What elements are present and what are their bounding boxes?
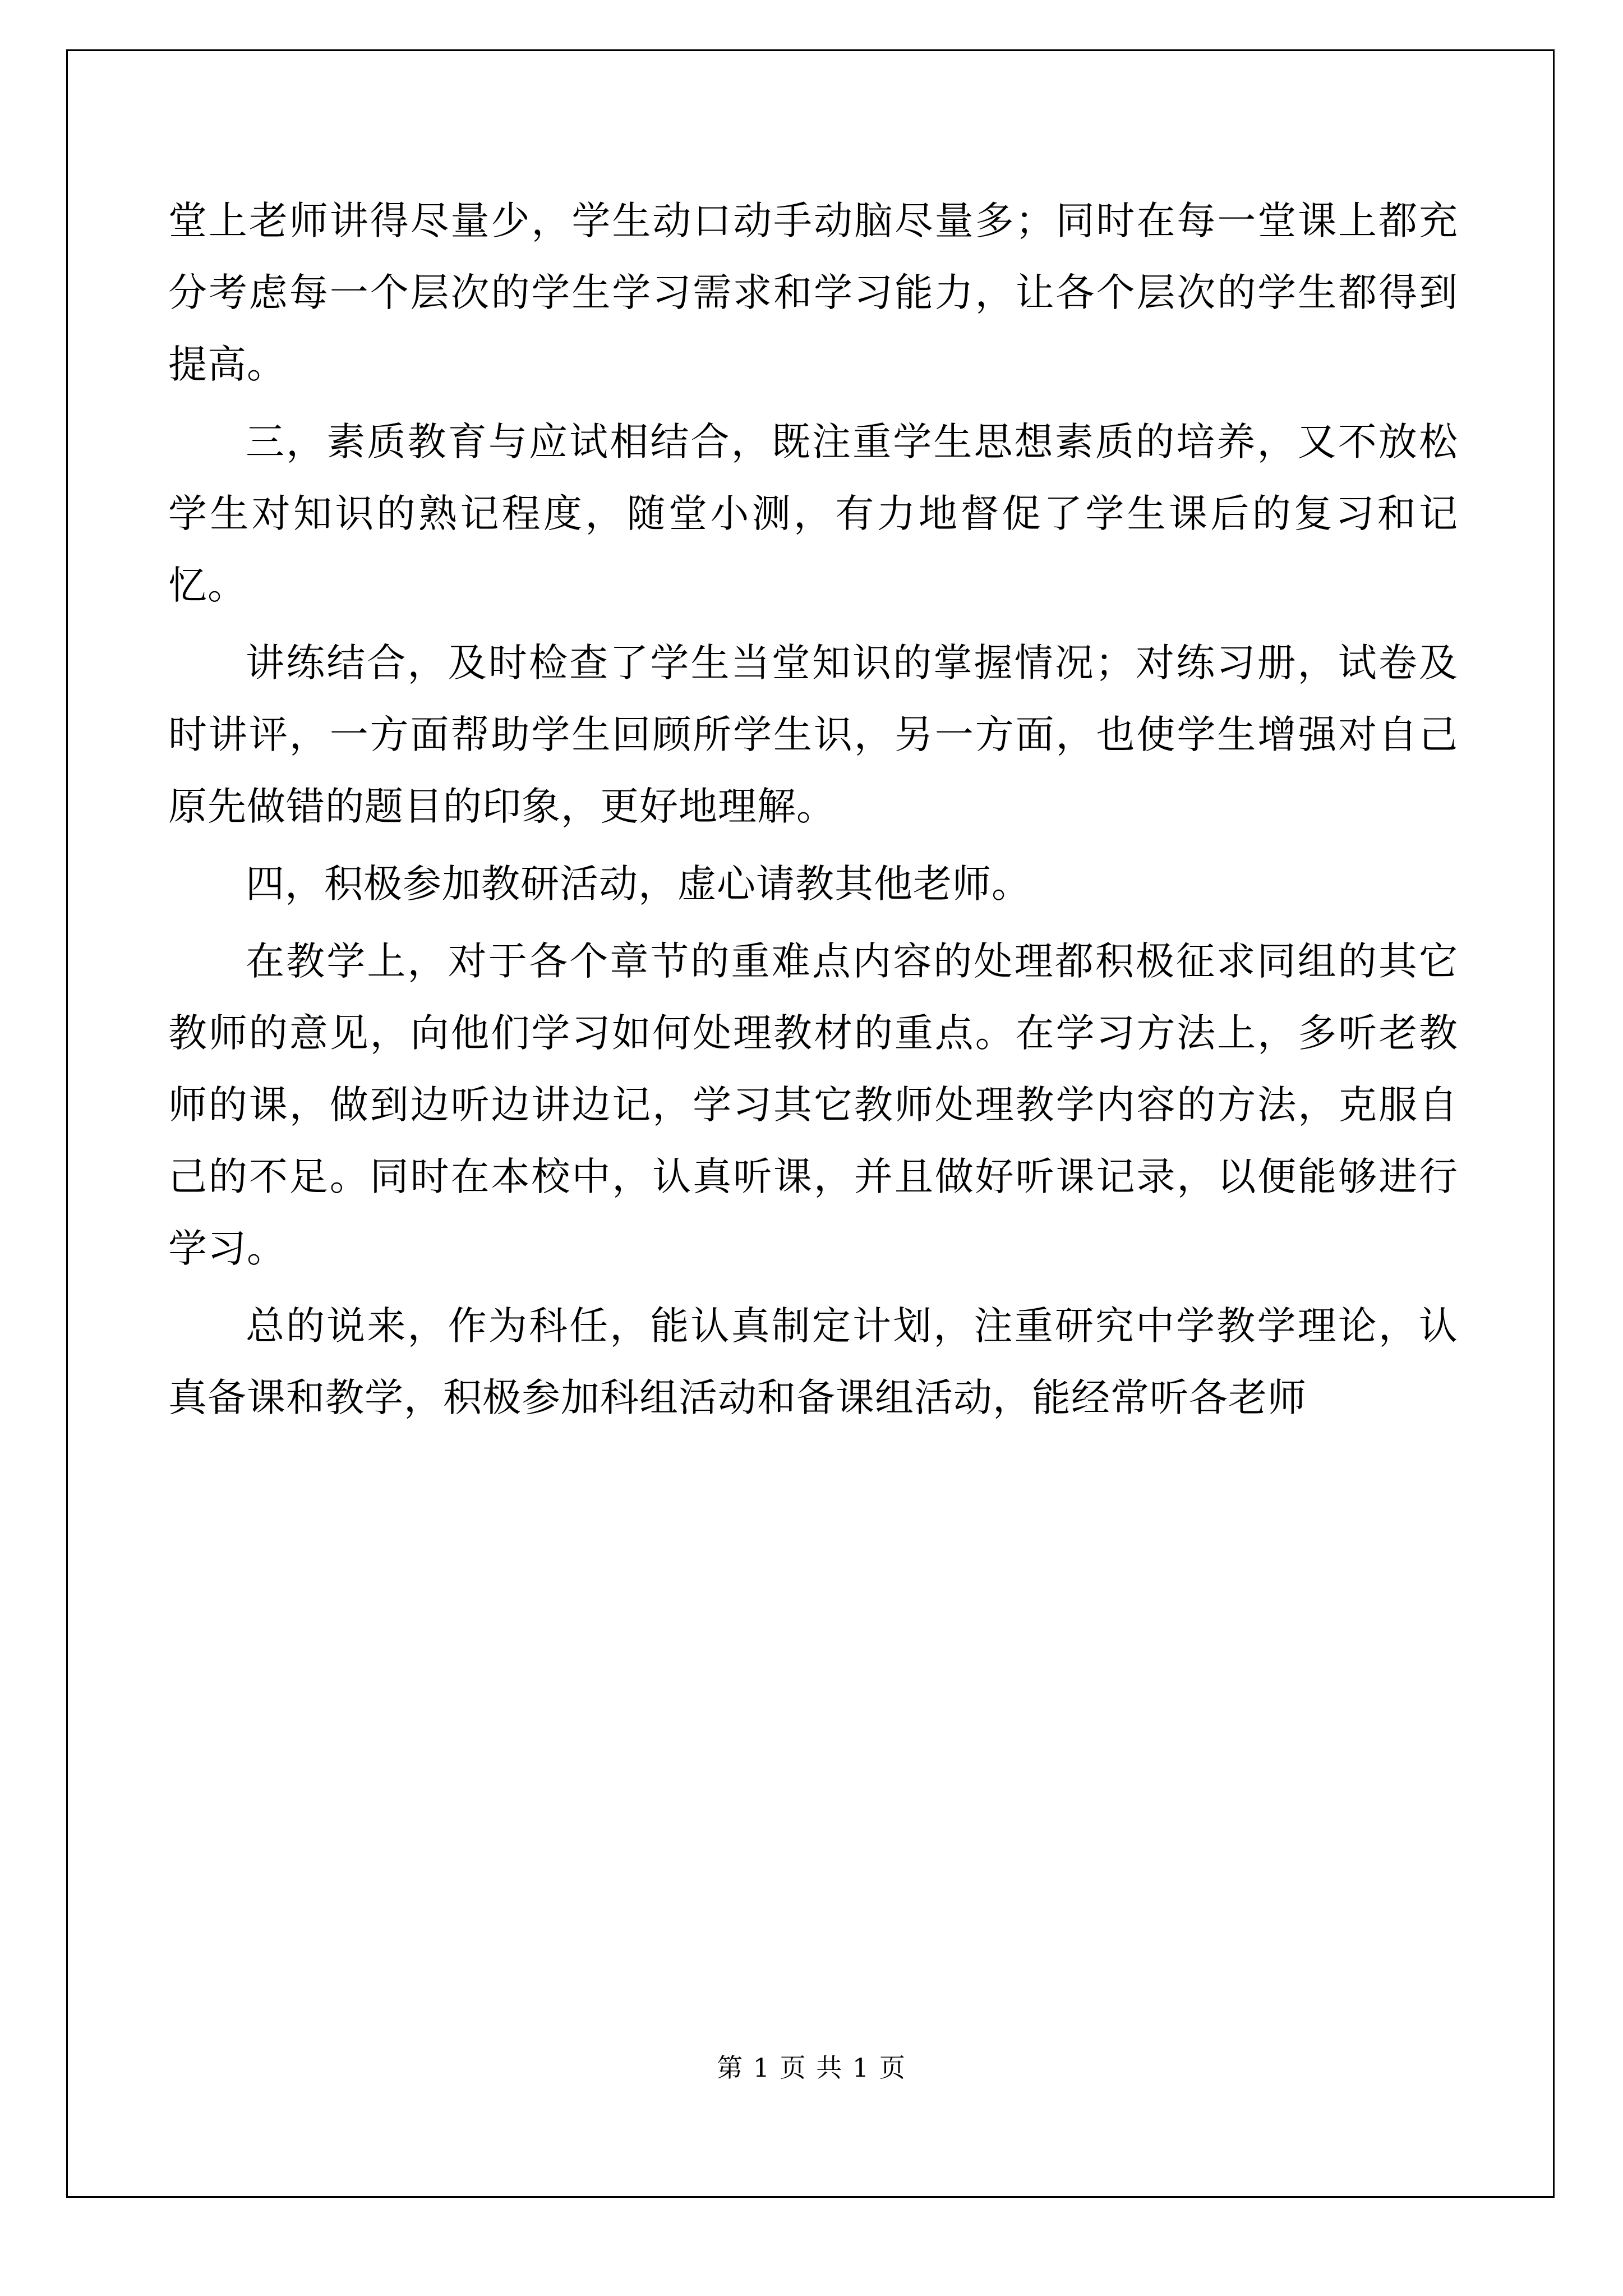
paragraph-3: 讲练结合，及时检查了学生当堂知识的掌握情况；对练习册，试卷及时讲评，一方面帮助学生回顾所学生识，另一方面，也使学生增强对自己原先做错的题目的印象，更好地理解。 [168, 641, 1458, 829]
paragraph-6: 总的说来，作为科任，能认真制定计划，注重研究中学教学理论，认真备课和教学，积极参加科组活动和备课组活动，能经常听各老师 [168, 1304, 1458, 1420]
paragraph-1: 堂上老师讲得尽量少，学生动口动手动脑尽量多；同时在每一堂课上都充分考虑每一个层次的学生学习需求和学习能力，让各个层次的学生都得到提高。 [168, 199, 1458, 387]
paragraph-2: 三，素质教育与应试相结合，既注重学生思想素质的培养，又不放松学生对知识的熟记程度，随堂小测，有力地督促了学生课后的复习和记忆。 [168, 420, 1458, 608]
paragraph-5: 在教学上，对于各个章节的重难点内容的处理都积极征求同组的其它教师的意见，向他们学习如何处理教材的重点。在学习方法上，多听老教师的课，做到边听边讲边记，学习其它教师处理教学内容的方法，克服自己的不足。同时在本校中，认真听课，并且做好听课记录，以便能够进行学习。 [168, 939, 1458, 1271]
paragraph-4: 四，积极参加教研活动，虚心请教其他老师。 [246, 862, 1031, 907]
document-body [168, 185, 1458, 1439]
page-footer: 第 1 页 共 1 页 [717, 2053, 906, 2083]
